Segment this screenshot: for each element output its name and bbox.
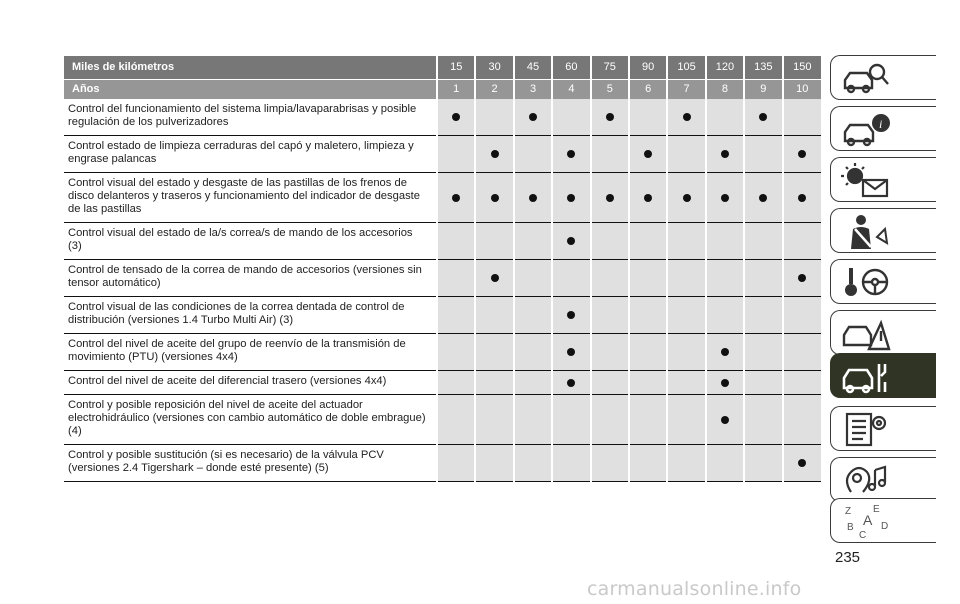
schedule-cell xyxy=(629,136,667,173)
table-row xyxy=(64,334,821,371)
year-header-cell: 3 xyxy=(514,79,552,99)
year-header-cell: 1 xyxy=(437,79,475,99)
service-mark xyxy=(491,274,499,282)
schedule-cell xyxy=(475,334,513,371)
schedule-cell xyxy=(667,99,705,136)
svg-text:B: B xyxy=(847,522,854,533)
page-number: 235 xyxy=(835,549,861,566)
years-header-row xyxy=(64,79,821,99)
schedule-cell xyxy=(591,260,629,297)
schedule-cell xyxy=(667,297,705,334)
schedule-cell xyxy=(514,260,552,297)
schedule-cell xyxy=(783,445,821,482)
km-header-cell: 150 xyxy=(783,56,821,79)
km-header-label: Miles de kilómetros xyxy=(64,56,437,79)
schedule-cell xyxy=(514,445,552,482)
schedule-cell xyxy=(514,173,552,223)
service-mark xyxy=(798,194,806,202)
svg-text:Z: Z xyxy=(845,506,852,517)
service-mark xyxy=(606,194,614,202)
schedule-cell xyxy=(706,445,744,482)
year-header-cell: 7 xyxy=(667,79,705,99)
tab-car-info[interactable] xyxy=(830,106,936,151)
service-mark xyxy=(606,113,614,121)
schedule-cell xyxy=(667,334,705,371)
schedule-cell xyxy=(667,223,705,260)
car-search-icon xyxy=(841,60,891,97)
schedule-cell xyxy=(475,99,513,136)
schedule-cell xyxy=(437,334,475,371)
schedule-cell xyxy=(629,445,667,482)
schedule-cell xyxy=(437,395,475,445)
row-description: Control visual del estado de la/s correa/s de mando de los accesorios (3) xyxy=(68,227,413,252)
schedule-cell xyxy=(783,173,821,223)
table-row xyxy=(64,99,821,136)
year-header-cell: 2 xyxy=(475,79,513,99)
row-description: Control del nivel de aceite del grupo de reenvío de la transmisión de movimiento (PTU) (versiones 4x4) xyxy=(68,338,406,363)
schedule-rows xyxy=(64,99,821,482)
row-description: Control y posible reposición del nivel de aceite del actuador electrohidráulico (versiones con cambio automático de doble embrague) (4) xyxy=(68,399,426,437)
service-mark xyxy=(683,113,691,121)
schedule-cell xyxy=(783,260,821,297)
table-row xyxy=(64,173,821,223)
schedule-cell xyxy=(552,260,590,297)
schedule-cell xyxy=(552,173,590,223)
table-row xyxy=(64,445,821,482)
schedule-cell xyxy=(514,136,552,173)
schedule-cell xyxy=(667,395,705,445)
service-mark xyxy=(452,113,460,121)
schedule-cell xyxy=(437,297,475,334)
schedule-cell xyxy=(744,136,782,173)
schedule-cell xyxy=(437,260,475,297)
schedule-cell xyxy=(552,334,590,371)
km-header-cell: 45 xyxy=(514,56,552,79)
schedule-cell xyxy=(783,99,821,136)
km-header-row xyxy=(64,56,821,79)
year-header-cell: 9 xyxy=(744,79,782,99)
schedule-cell xyxy=(667,371,705,395)
schedule-cell xyxy=(706,395,744,445)
service-mark xyxy=(452,194,460,202)
service-mark xyxy=(683,194,691,202)
service-mark xyxy=(529,113,537,121)
schedule-cell xyxy=(591,371,629,395)
row-description: Control visual del estado y desgaste de las pastillas de los frenos de disco delanteros y traseros y funcionamiento del indicador de desgaste de las pastillas xyxy=(68,177,420,215)
svg-text:C: C xyxy=(859,530,867,540)
years-header-label: Años xyxy=(64,79,437,99)
schedule-cell xyxy=(437,173,475,223)
schedule-cell xyxy=(783,136,821,173)
car-accident-icon xyxy=(841,315,891,352)
schedule-cell xyxy=(783,334,821,371)
table-row xyxy=(64,395,821,445)
service-mark xyxy=(567,379,575,387)
km-header-cell: 135 xyxy=(744,56,782,79)
schedule-cell xyxy=(667,260,705,297)
row-description: Control del nivel de aceite del diferencial trasero (versiones 4x4) xyxy=(68,375,387,387)
service-mark xyxy=(798,274,806,282)
service-mark xyxy=(644,194,652,202)
year-header-cell: 8 xyxy=(706,79,744,99)
schedule-cell xyxy=(552,395,590,445)
key-steering-wheel-icon xyxy=(841,264,891,301)
service-mark xyxy=(529,194,537,202)
schedule-cell xyxy=(552,297,590,334)
tab-technical-data[interactable] xyxy=(830,406,936,451)
tab-safety[interactable] xyxy=(830,208,936,253)
car-info-icon xyxy=(841,111,891,148)
svg-text:D: D xyxy=(881,521,889,532)
checklist-gear-icon xyxy=(841,411,891,448)
svg-text:A: A xyxy=(863,512,873,528)
schedule-cell xyxy=(475,395,513,445)
schedule-cell xyxy=(706,297,744,334)
svg-text:i: i xyxy=(879,117,883,131)
schedule-cell xyxy=(629,99,667,136)
table-row xyxy=(64,223,821,260)
table-row xyxy=(64,371,821,395)
watermark-text: carmanualsonline.info xyxy=(587,578,802,600)
row-description: Control de tensado de la correa de mando de accesorios (versiones sin tensor automático) xyxy=(68,264,422,289)
schedule-cell xyxy=(783,395,821,445)
schedule-cell xyxy=(591,334,629,371)
row-description: Control del funcionamiento del sistema limpia/lavaparabrisas y posible regulación de los pulverizadores xyxy=(68,103,417,128)
schedule-cell xyxy=(475,136,513,173)
table-row xyxy=(64,136,821,173)
schedule-cell xyxy=(629,260,667,297)
schedule-cell xyxy=(744,297,782,334)
year-header-cell: 5 xyxy=(591,79,629,99)
schedule-cell xyxy=(475,260,513,297)
schedule-cell xyxy=(514,371,552,395)
schedule-cell xyxy=(437,445,475,482)
km-header-cell: 30 xyxy=(475,56,513,79)
km-header-cell: 15 xyxy=(437,56,475,79)
schedule-cell xyxy=(629,223,667,260)
km-header-cell: 90 xyxy=(629,56,667,79)
schedule-cell xyxy=(706,136,744,173)
schedule-cell xyxy=(591,297,629,334)
service-mark xyxy=(721,416,729,424)
schedule-cell xyxy=(706,334,744,371)
schedule-cell xyxy=(552,445,590,482)
schedule-cell xyxy=(437,223,475,260)
service-mark xyxy=(644,150,652,158)
schedule-cell xyxy=(437,99,475,136)
tab-multimedia[interactable] xyxy=(830,457,936,502)
schedule-cell xyxy=(514,297,552,334)
schedule-cell xyxy=(783,223,821,260)
maintenance-schedule-table xyxy=(64,56,821,482)
schedule-cell xyxy=(591,99,629,136)
km-header-cell: 120 xyxy=(706,56,744,79)
km-header-cell: 60 xyxy=(552,56,590,79)
schedule-cell xyxy=(514,334,552,371)
schedule-cell xyxy=(591,445,629,482)
schedule-cell xyxy=(552,99,590,136)
schedule-cell xyxy=(629,395,667,445)
schedule-cell xyxy=(475,223,513,260)
km-header-cell: 105 xyxy=(667,56,705,79)
schedule-cell xyxy=(591,136,629,173)
service-mark xyxy=(798,459,806,467)
schedule-cell xyxy=(783,297,821,334)
schedule-cell xyxy=(514,99,552,136)
schedule-cell xyxy=(629,371,667,395)
warning-light-message-icon xyxy=(841,162,891,199)
schedule-cell xyxy=(591,395,629,445)
schedule-cell xyxy=(591,223,629,260)
service-mark xyxy=(721,150,729,158)
row-description: Control y posible sustitución (si es necesario) de la válvula PCV (versiones 2.4 Tigershark – donde esté presente) (5) xyxy=(68,449,384,474)
schedule-cell xyxy=(706,260,744,297)
schedule-cell xyxy=(706,173,744,223)
schedule-cell xyxy=(437,136,475,173)
km-header-cell: 75 xyxy=(591,56,629,79)
service-mark xyxy=(721,348,729,356)
schedule-cell xyxy=(629,334,667,371)
service-mark xyxy=(491,150,499,158)
service-mark xyxy=(759,113,767,121)
schedule-cell xyxy=(552,136,590,173)
schedule-cell xyxy=(514,223,552,260)
schedule-cell xyxy=(706,99,744,136)
schedule-cell xyxy=(744,260,782,297)
service-mark xyxy=(567,194,575,202)
schedule-cell xyxy=(744,445,782,482)
year-header-cell: 4 xyxy=(552,79,590,99)
schedule-cell xyxy=(744,223,782,260)
year-header-cell: 10 xyxy=(783,79,821,99)
year-header-cell: 6 xyxy=(629,79,667,99)
schedule-cell xyxy=(667,136,705,173)
schedule-cell xyxy=(437,371,475,395)
service-mark xyxy=(567,311,575,319)
schedule-cell xyxy=(514,395,552,445)
svg-text:E: E xyxy=(873,504,880,515)
car-wrench-icon xyxy=(841,358,891,395)
tab-starting-driving[interactable] xyxy=(830,259,936,304)
tab-index[interactable] xyxy=(830,498,936,543)
service-mark xyxy=(567,237,575,245)
schedule-cell xyxy=(552,371,590,395)
tab-car-search[interactable] xyxy=(830,55,936,100)
schedule-cell xyxy=(706,371,744,395)
schedule-cell xyxy=(783,371,821,395)
schedule-cell xyxy=(475,297,513,334)
tab-emergency[interactable] xyxy=(830,310,936,355)
schedule-cell xyxy=(591,173,629,223)
service-mark xyxy=(567,150,575,158)
schedule-cell xyxy=(629,297,667,334)
table-row xyxy=(64,260,821,297)
service-mark xyxy=(491,194,499,202)
table-row xyxy=(64,297,821,334)
schedule-cell xyxy=(706,223,744,260)
schedule-cell xyxy=(629,173,667,223)
schedule-cell xyxy=(744,395,782,445)
schedule-cell xyxy=(475,173,513,223)
schedule-cell xyxy=(667,445,705,482)
schedule-cell xyxy=(667,173,705,223)
schedule-cell xyxy=(552,223,590,260)
alphabetical-index-icon xyxy=(841,503,891,540)
schedule-cell xyxy=(744,173,782,223)
media-navigation-icon xyxy=(841,462,891,499)
schedule-cell xyxy=(475,445,513,482)
seatbelt-person-icon xyxy=(841,213,891,250)
tab-maintenance[interactable] xyxy=(830,353,936,398)
row-description: Control visual de las condiciones de la correa dentada de control de distribución (versiones 1.4 Turbo Multi Air) (3) xyxy=(68,301,405,326)
schedule-cell xyxy=(744,99,782,136)
tab-warning-lights[interactable] xyxy=(830,157,936,202)
schedule-cell xyxy=(744,334,782,371)
service-mark xyxy=(721,379,729,387)
service-mark xyxy=(721,194,729,202)
service-mark xyxy=(567,348,575,356)
schedule-cell xyxy=(475,371,513,395)
service-mark xyxy=(798,150,806,158)
schedule-cell xyxy=(744,371,782,395)
service-mark xyxy=(759,194,767,202)
row-description: Control estado de limpieza cerraduras del capó y maletero, limpieza y engrase palancas xyxy=(68,140,414,165)
